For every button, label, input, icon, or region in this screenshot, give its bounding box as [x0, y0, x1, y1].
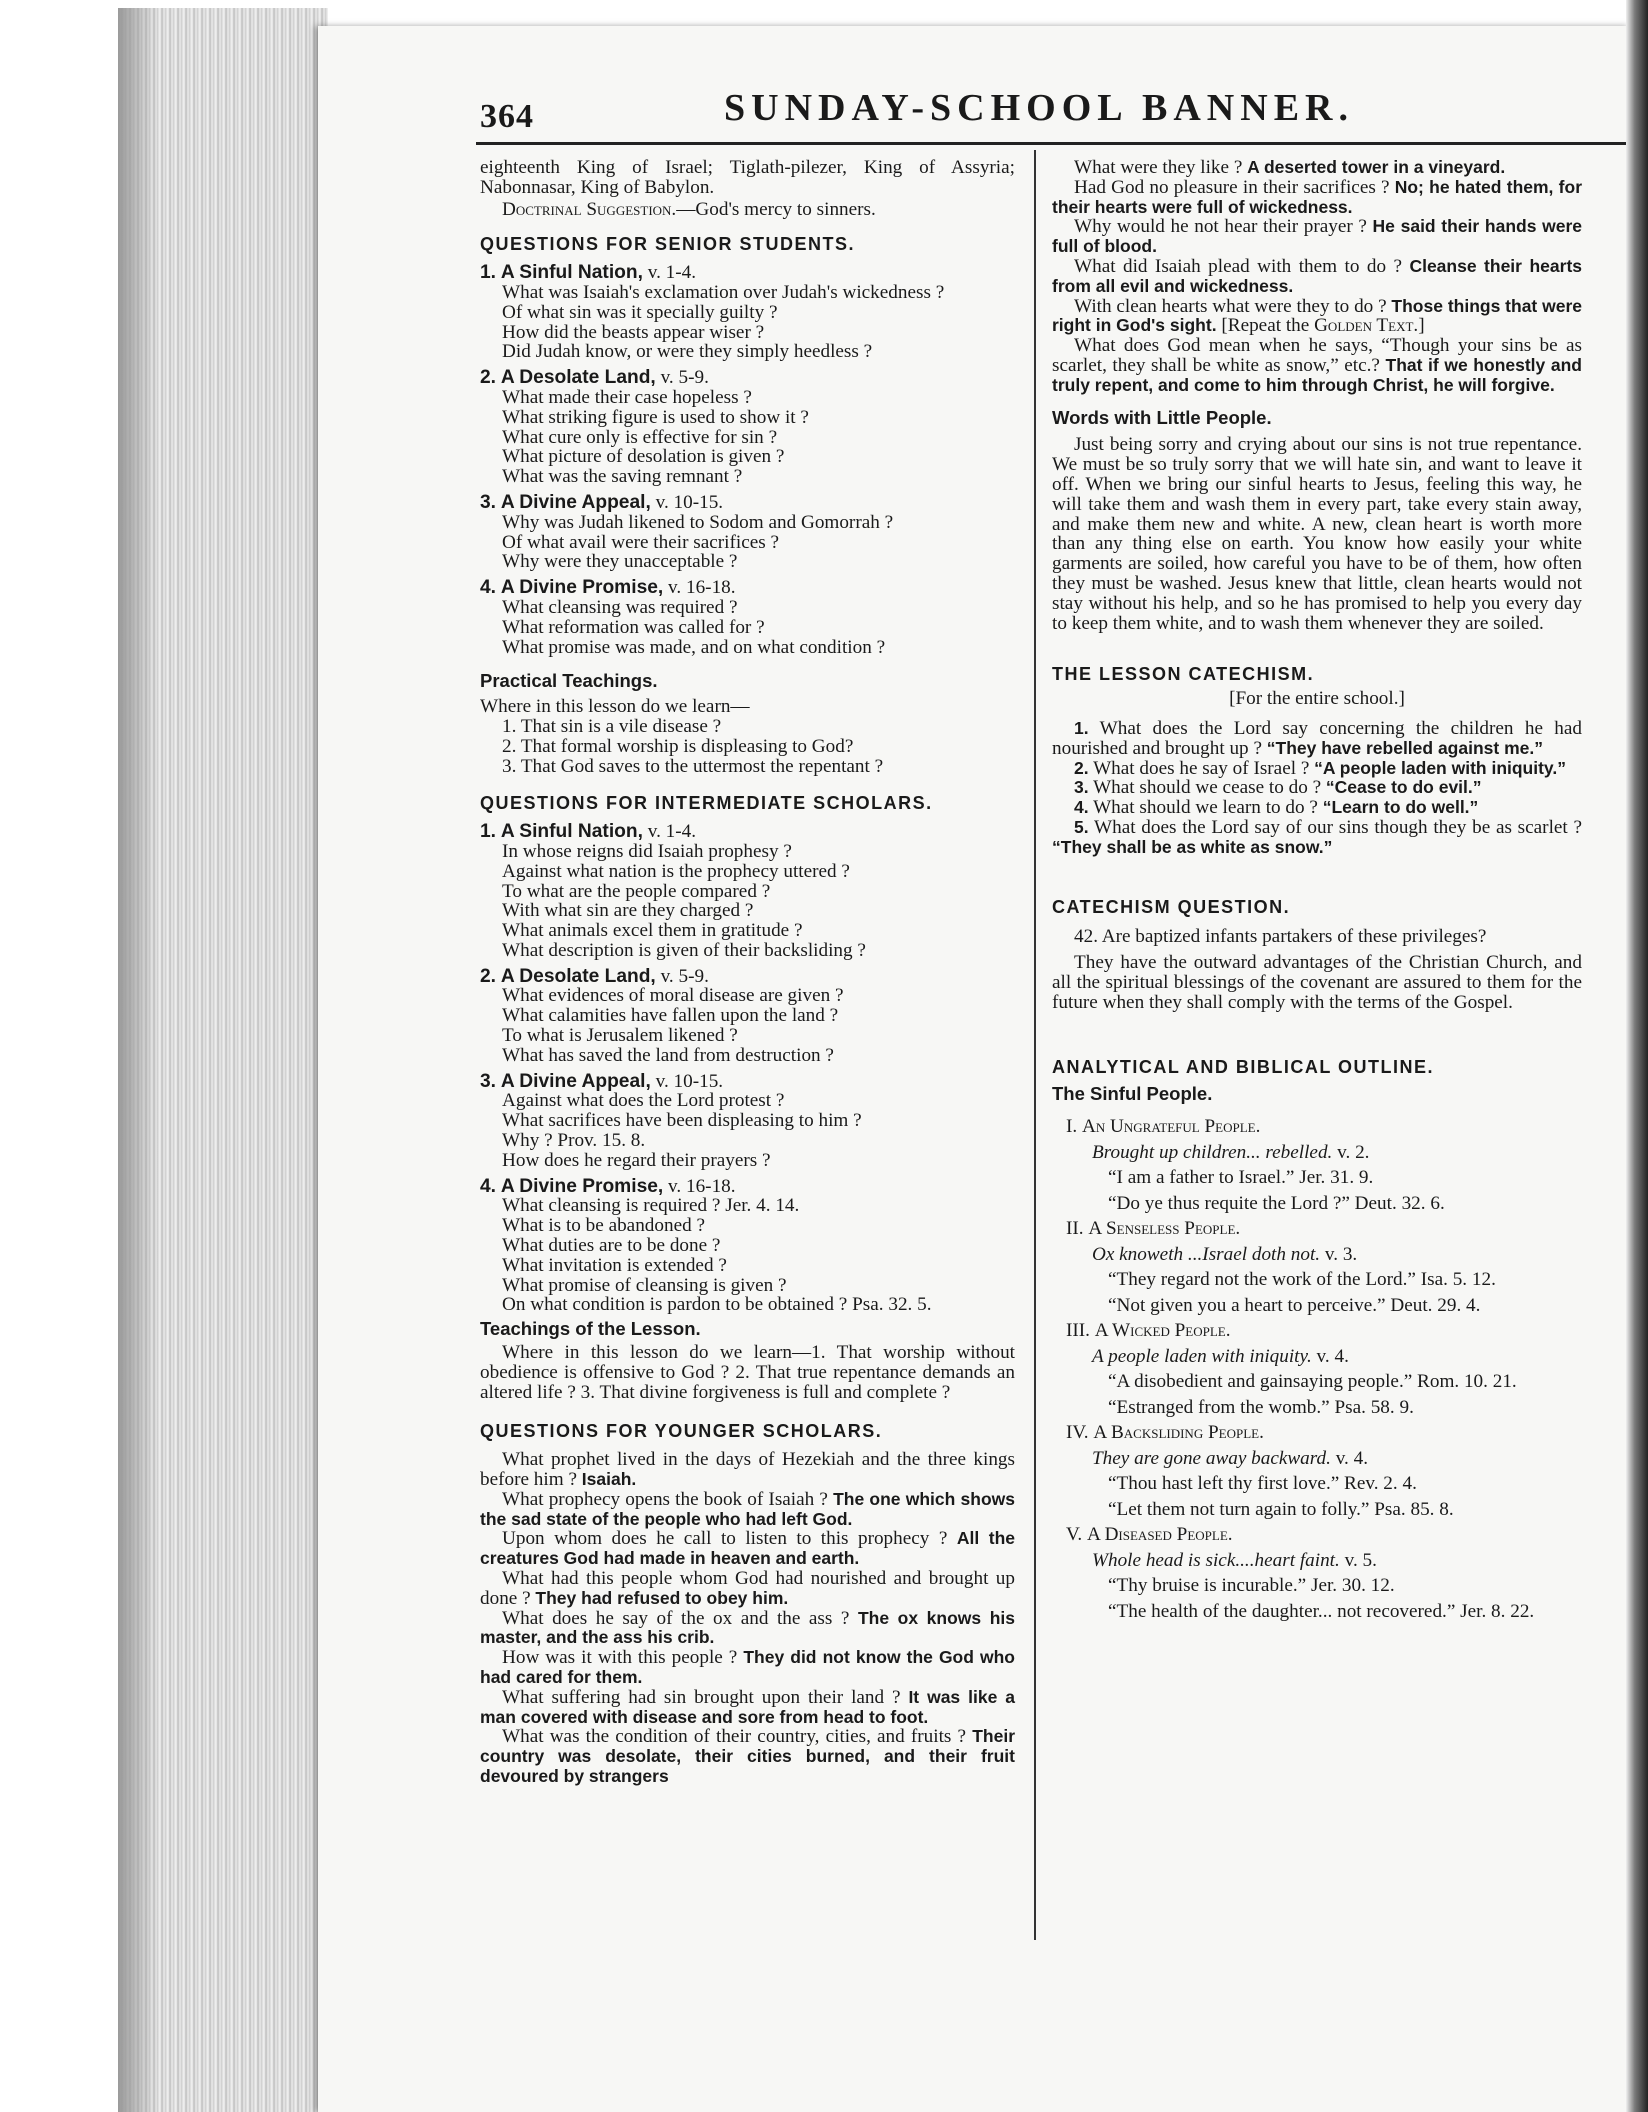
answer-text: It was like a man covered with disease and sore from head to foot. — [480, 1686, 1016, 1727]
outline-reference: “I am a father to Israel.” Jer. 31. 9. — [1108, 1167, 1374, 1189]
section-name: A Desolate Land, — [500, 965, 656, 987]
answer-text: Cleanse their hearts from all evil and wickedness. — [1052, 255, 1582, 296]
section-number: 2. — [480, 965, 497, 987]
outline-section-title — [1052, 1522, 1582, 1548]
question: What animals excel them in gratitude ? — [502, 920, 803, 942]
outline-text — [1052, 1548, 1582, 1574]
intermediate-heading: QUESTIONS FOR INTERMEDIATE SCHOLARS. — [480, 793, 933, 814]
catechism-number: 1. — [1074, 717, 1089, 738]
question: Against what does the Lord protest ? — [502, 1090, 785, 1112]
question: What promise of cleansing is given ? — [502, 1274, 787, 1296]
section-ref: v. 10-15. — [650, 1070, 724, 1092]
teachings-heading: Teachings of the Lesson. — [480, 1318, 701, 1340]
question: What reformation was called for ? — [502, 616, 765, 638]
catechism-number: 2. — [1074, 757, 1089, 778]
section-number: 4. — [480, 577, 497, 599]
practical-item: 3. That God saves to the uttermost the repentant ? — [502, 755, 884, 777]
section-name: A Divine Promise, — [500, 1175, 664, 1197]
page-number: 364 — [480, 98, 534, 135]
question: To what are the people compared ? — [502, 880, 771, 902]
outline-text — [1052, 1446, 1582, 1472]
section-number: 4. — [480, 1175, 497, 1197]
intermediate-sections — [480, 822, 1015, 1315]
outline-roman: I. — [1066, 1116, 1078, 1138]
outline-text — [1052, 1140, 1582, 1166]
outline-reference: “Let them not turn again to folly.” Psa. 85. 8. — [1108, 1498, 1454, 1520]
outline-title: A Wicked People. — [1094, 1320, 1231, 1342]
question-answer — [480, 1688, 1015, 1728]
answer-note-label: Golden Text — [1314, 315, 1414, 337]
outline-text-italic: Brought up children... rebelled. — [1092, 1141, 1333, 1163]
younger-questions-continued — [1052, 158, 1582, 396]
outline-text-ref: v. 5. — [1339, 1549, 1377, 1571]
column-divider — [1034, 150, 1036, 1940]
question: What was Isaiah's exclamation over Judah's wickedness ? — [502, 281, 945, 303]
question-answer — [480, 1529, 1015, 1569]
outline-subheading: The Sinful People. — [1052, 1083, 1213, 1105]
question: What was the saving remnant ? — [502, 466, 743, 488]
question: What calamities have fallen upon the land ? — [502, 1005, 839, 1027]
outline-text-italic: They are gone away backward. — [1092, 1447, 1331, 1469]
answer-text: All the creatures God had made in heaven and earth. — [480, 1528, 1015, 1569]
catechism-question-heading: CATECHISM QUESTION. — [1052, 896, 1291, 917]
question: What striking figure is used to show it ? — [502, 406, 809, 428]
catechism-a: “They shall be as white as snow.” — [1052, 836, 1333, 857]
section-title — [480, 263, 1015, 283]
answer-text: Their country was desolate, their cities burned, and their fruit devoured by strangers — [480, 1726, 1016, 1786]
question: What picture of desolation is given ? — [502, 446, 785, 468]
question: On what condition is pardon to be obtained ? Psa. 32. 5. — [502, 1294, 932, 1316]
question-text: Upon whom does he call to listen to this prophecy ? — [502, 1528, 948, 1550]
question-text: What was the condition of their country, cities, and fruits ? — [502, 1726, 967, 1748]
answer-text: No; he hated them, for their hearts were full of wickedness. — [1052, 176, 1583, 217]
catechism-q: What does he say of Israel ? — [1093, 757, 1310, 779]
section-ref: v. 1-4. — [642, 262, 697, 284]
catechism-item — [1052, 759, 1582, 779]
header-rule — [476, 142, 1626, 145]
question-answer — [480, 1490, 1015, 1530]
question-answer — [480, 1609, 1015, 1649]
section-ref: v. 1-4. — [642, 821, 697, 843]
answer-text: The one which shows the sad state of the people who had left God. — [480, 1488, 1016, 1529]
outline-heading: ANALYTICAL AND BIBLICAL OUTLINE. — [1052, 1057, 1435, 1078]
outline-title: A Diseased People. — [1086, 1524, 1233, 1546]
section-title — [480, 493, 1015, 513]
senior-sections — [480, 263, 1015, 657]
section-ref: v. 16-18. — [663, 577, 736, 599]
section-number: 2. — [480, 367, 497, 389]
section-name: A Desolate Land, — [500, 367, 656, 389]
section-name: A Sinful Nation, — [500, 821, 643, 843]
practical-intro: Where in this lesson do we learn— — [480, 696, 750, 718]
catechism-q: What should we learn to do ? — [1093, 797, 1318, 819]
outline-reference: “Do ye thus requite the Lord ?” Deut. 32. 6. — [1108, 1192, 1445, 1214]
answer-text: They had refused to obey him. — [535, 1587, 789, 1608]
question: Of what avail were their sacrifices ? — [502, 531, 780, 553]
outline-text-ref: v. 4. — [1330, 1447, 1369, 1469]
outline-text-italic: Whole head is sick....heart faint. — [1092, 1549, 1340, 1571]
outline-reference: “The health of the daughter... not recovered.” Jer. 8. 22. — [1108, 1600, 1535, 1622]
answer-text: That if we honestly and truly repent, and come to him through Christ, he will forgive. — [1052, 354, 1582, 395]
outline-text-ref: v. 2. — [1332, 1141, 1370, 1163]
question: Of what sin was it specially guilty ? — [502, 301, 778, 323]
question: What invitation is extended ? — [502, 1254, 727, 1276]
catechism-item — [1052, 818, 1582, 858]
question-text: Why would he not hear their prayer ? — [1074, 216, 1367, 238]
question-answer — [480, 1569, 1015, 1609]
question-answer — [1052, 297, 1582, 337]
practical-item: 2. That formal worship is displeasing to God? — [502, 735, 854, 757]
running-title: SUNDAY-SCHOOL BANNER. — [724, 87, 1354, 129]
outline-roman: II. — [1066, 1218, 1084, 1240]
practical-heading: Practical Teachings. — [480, 670, 658, 692]
catechism-a: “Cease to do evil.” — [1325, 777, 1482, 798]
catechism-number: 3. — [1074, 777, 1089, 798]
question-text: What did Isaiah plead with them to do ? — [1074, 255, 1402, 277]
section-name: A Sinful Nation, — [500, 262, 643, 284]
answer-text: Those things that were right in God's sight. — [1052, 295, 1583, 336]
outline-text-italic: A people laden with iniquity. — [1092, 1345, 1312, 1367]
question-text: With clean hearts what were they to do ? — [1074, 295, 1387, 317]
question: What cleansing is required ? Jer. 4. 14. — [502, 1195, 800, 1217]
section-ref: v. 10-15. — [650, 491, 724, 513]
question: Why were they unacceptable ? — [502, 551, 738, 573]
section-number: 3. — [480, 1070, 497, 1092]
catechism-q: What should we cease to do ? — [1093, 777, 1322, 799]
section-name: A Divine Promise, — [500, 577, 664, 599]
younger-heading: QUESTIONS FOR YOUNGER SCHOLARS. — [480, 1421, 883, 1442]
outline-reference: “A disobedient and gainsaying people.” Rom. 10. 21. — [1108, 1371, 1517, 1393]
question: What sacrifices have been displeasing to him ? — [502, 1110, 862, 1132]
section-title — [480, 368, 1015, 388]
outline-title: A Backsliding People. — [1093, 1422, 1264, 1444]
senior-heading: QUESTIONS FOR SENIOR STUDENTS. — [480, 234, 856, 255]
question-answer — [1052, 178, 1582, 218]
practical-item: 1. That sin is a vile disease ? — [502, 715, 722, 737]
question-answer — [1052, 158, 1582, 178]
answer-text: He said their hands were full of blood. — [1052, 216, 1583, 257]
question-answer — [480, 1450, 1015, 1490]
catechism-item — [1052, 719, 1582, 759]
question-answer — [1052, 336, 1582, 395]
answer-note: [Repeat the — [1216, 315, 1315, 337]
doctrinal-suggestion: Doctrinal Suggestion.—God's mercy to sinners. — [502, 198, 876, 220]
section-title — [480, 1177, 1015, 1197]
right-column — [1052, 158, 1582, 1624]
question: Why ? Prov. 15. 8. — [502, 1130, 646, 1152]
section-title — [480, 578, 1015, 598]
question: What has saved the land from destruction ? — [502, 1044, 834, 1066]
outline-text-italic: Ox knoweth ...Israel doth not. — [1092, 1243, 1321, 1265]
outline-list — [1052, 1114, 1582, 1624]
answer-text: A deserted tower in a vineyard. — [1247, 157, 1506, 177]
practical-list — [480, 717, 1015, 776]
outline-section-title — [1052, 1318, 1582, 1344]
question: What made their case hopeless ? — [502, 386, 752, 408]
question-text: What prophecy opens the book of Isaiah ? — [502, 1488, 828, 1510]
question-text: How was it with this people ? — [502, 1647, 738, 1669]
catechism-q: What does the Lord say concerning the children he had nourished and brought up ? — [1052, 717, 1583, 759]
question: Did Judah know, or were they simply heedless ? — [502, 341, 873, 363]
catechism-number: 4. — [1074, 797, 1089, 818]
outline-text-ref: v. 3. — [1320, 1243, 1358, 1265]
section-ref: v. 16-18. — [663, 1175, 736, 1197]
outline-roman: V. — [1066, 1524, 1083, 1546]
catechism-question: 42. Are baptized infants partakers of these privileges? — [1074, 926, 1487, 948]
question: What duties are to be done ? — [502, 1235, 721, 1257]
catechism-answer: They have the outward advantages of the Christian Church, and all the spiritual blessings of the covenant are assured to them for the future when they shall comply with the terms of the Gospel. — [1052, 952, 1582, 1013]
outline-text-ref: v. 4. — [1311, 1345, 1349, 1367]
question-answer — [1052, 217, 1582, 257]
outline-text — [1052, 1242, 1582, 1268]
section-number: 1. — [480, 262, 497, 284]
left-column — [480, 158, 1015, 1787]
outline-roman: III. — [1066, 1320, 1090, 1342]
question: Why was Judah likened to Sodom and Gomorrah ? — [502, 511, 894, 533]
section-title — [480, 822, 1015, 842]
teachings-text: Where in this lesson do we learn—1. That worship without obedience is offensive to God ? 2. That true repentance demands an altered life ? 3. That divine forgiveness is full and complete ? — [480, 1342, 1015, 1403]
question-answer — [480, 1648, 1015, 1688]
question: In whose reigns did Isaiah prophesy ? — [502, 840, 792, 862]
question: What promise was made, and on what condition ? — [502, 636, 886, 658]
answer-note-end: .] — [1413, 315, 1425, 337]
section-title — [480, 967, 1015, 987]
section-name: A Divine Appeal, — [500, 491, 651, 513]
question-text: What suffering had sin brought upon their land ? — [502, 1686, 901, 1708]
catechism-list — [1052, 719, 1582, 858]
question: What evidences of moral disease are given ? — [502, 985, 844, 1007]
catechism-heading: THE LESSON CATECHISM. — [1052, 664, 1315, 685]
outline-title: A Senseless People. — [1088, 1218, 1241, 1240]
question-text: Had God no pleasure in their sacrifices ? — [1074, 176, 1390, 198]
outline-reference: “Estranged from the womb.” Psa. 58. 9. — [1108, 1396, 1414, 1418]
section-number: 3. — [480, 491, 497, 513]
question: What is to be abandoned ? — [502, 1215, 705, 1237]
outline-section-title — [1052, 1114, 1582, 1140]
little-people-text: Just being sorry and crying about our sins is not true repentance. We must be so truly sorry that we will hate sin, and want to leave it off. When we bring our sinful hearts to Jesus, feeling this way, he will take them and wash them in every part, take every stain away, and make them new and white. A new, clean heart is worth more than any thing else on earth. You know how easily your white garments are soiled, how careful you have to be of them, how often they must be washed. Jesus knew that little, clean hearts would not stay without his help, and so he has promised to help you every day to keep them white, and to wash them whenever they are soiled. — [1052, 434, 1582, 634]
question: How does he regard their prayers ? — [502, 1149, 771, 1171]
intro-paragraph: eighteenth King of Israel; Tiglath-pilezer, King of Assyria; Nabonnasar, King of Babylon. — [480, 157, 1015, 198]
little-people-heading: Words with Little People. — [1052, 406, 1272, 428]
catechism-number: 5. — [1074, 816, 1089, 837]
question-answer — [480, 1727, 1015, 1786]
section-ref: v. 5-9. — [655, 965, 709, 987]
catechism-a: “They have rebelled against me.” — [1266, 737, 1543, 758]
outline-roman: IV. — [1066, 1422, 1089, 1444]
catechism-item — [1052, 798, 1582, 818]
question: What cure only is effective for sin ? — [502, 426, 778, 448]
section-name: A Divine Appeal, — [500, 1070, 651, 1092]
question-text: What does God mean when he says, “Though your sins be as scarlet, they shall be white as snow,” etc.? — [1052, 335, 1582, 376]
outline-text — [1052, 1344, 1582, 1370]
question: How did the beasts appear wiser ? — [502, 321, 765, 343]
section-title — [480, 1072, 1015, 1092]
section-ref: v. 5-9. — [655, 367, 709, 389]
section-number: 1. — [480, 821, 497, 843]
book-page-edges — [118, 8, 328, 2112]
question: Against what nation is the prophecy uttered ? — [502, 860, 850, 882]
outline-section-title — [1052, 1216, 1582, 1242]
outline-section-title — [1052, 1420, 1582, 1446]
question-text: What had this people whom God had nourished and brought up done ? — [480, 1568, 1015, 1609]
catechism-a: “A people laden with iniquity.” — [1314, 757, 1566, 778]
catechism-q: What does the Lord say of our sins though they be as scarlet ? — [1094, 816, 1583, 838]
outline-reference: “They regard not the work of the Lord.” Isa. 5. 12. — [1108, 1269, 1496, 1291]
outline-reference: “Not given you a heart to perceive.” Deut. 29. 4. — [1108, 1294, 1481, 1316]
catechism-a: “Learn to do well.” — [1322, 797, 1479, 818]
catechism-item — [1052, 778, 1582, 798]
outline-reference: “Thou hast left thy first love.” Rev. 2. 4. — [1108, 1473, 1417, 1495]
question-text: What does he say of the ox and the ass ? — [502, 1607, 850, 1629]
question-answer — [1052, 257, 1582, 297]
question-text: What were they like ? — [1074, 157, 1243, 178]
outline-title: An Ungrateful People. — [1081, 1116, 1261, 1138]
question-text: What prophet lived in the days of Hezekiah and the three kings before him ? — [480, 1449, 1015, 1491]
catechism-subheading: [For the entire school.] — [1229, 688, 1405, 710]
answer-text: They did not know the God who had cared for them. — [480, 1647, 1015, 1687]
book-gutter-shadow — [1626, 0, 1648, 2112]
question: With what sin are they charged ? — [502, 900, 754, 922]
younger-questions — [480, 1450, 1015, 1787]
outline-reference: “Thy bruise is incurable.” Jer. 30. 12. — [1108, 1575, 1395, 1597]
question: What cleansing was required ? — [502, 596, 738, 618]
answer-text: The ox knows his master, and the ass his crib. — [480, 1607, 1015, 1648]
question: To what is Jerusalem likened ? — [502, 1025, 738, 1047]
answer-text: Isaiah. — [581, 1469, 637, 1490]
question: What description is given of their backsliding ? — [502, 939, 866, 961]
